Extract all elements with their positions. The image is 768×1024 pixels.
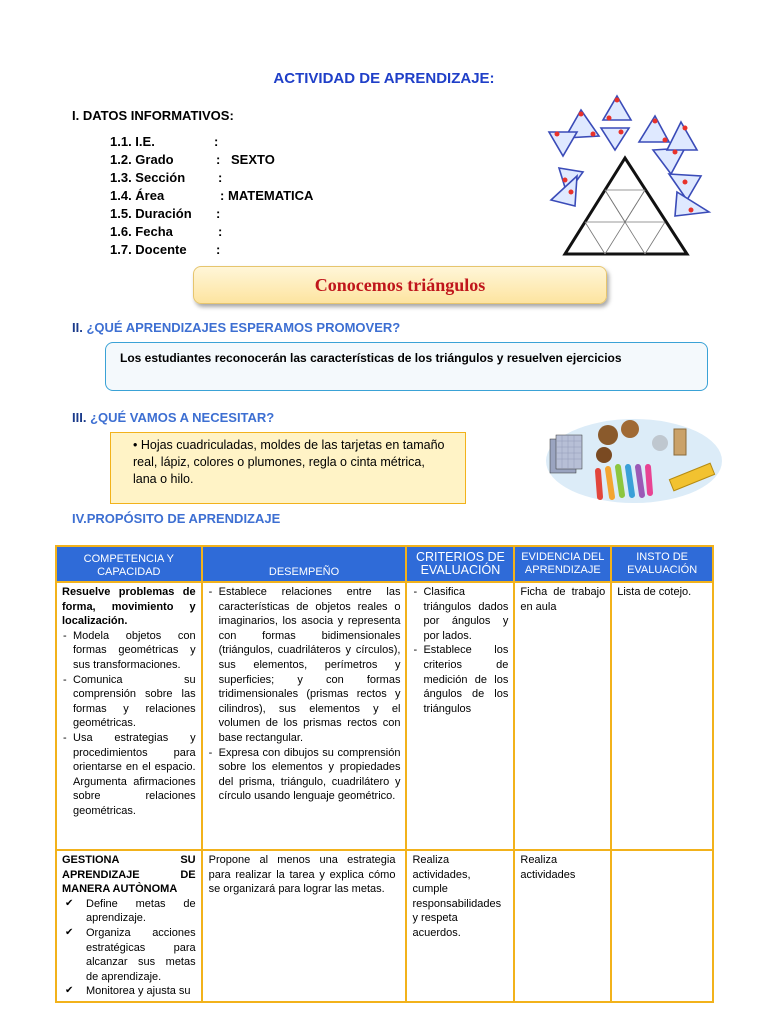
- info-separator: :: [216, 152, 221, 167]
- section-heading: ¿QUÉ VAMOS A NECESITAR?: [90, 410, 275, 425]
- page-title: ACTIVIDAD DE APRENDIZAJE:: [273, 70, 495, 87]
- info-label: 1.1. I.E.: [110, 134, 155, 149]
- cell-desempeno: [202, 582, 407, 850]
- purpose-table: [55, 545, 714, 1003]
- cell-criterios: Realiza actividades, cumple responsabilidades y respeta acuerdos.: [406, 850, 514, 1002]
- info-separator: :: [216, 242, 221, 257]
- cell-instrumento: Lista de cotejo.: [611, 582, 713, 850]
- list-item: - Expresa con dibujos su comprensión sobre los elementos y propiedades del prisma, triángulo, cuadrilátero y círculo usando lenguaje geométrico.: [208, 746, 401, 804]
- list-item: - Establece relaciones entre las características de objetos reales o imaginarios, los asocia y representa con formas bidimensionales (triángulos, cuadriláteros y círculos), sus elementos, perímetros y superficies; y con formas tridimensionales (prismas rectos y cilindros), sus elementos y el volumen de los prismas rectos con base rectangular.: [208, 585, 401, 746]
- cell-desempeno: Propone al menos una estrategia para realizar la tarea y explica cómo se organizará para lograr las metas.: [202, 850, 407, 1002]
- info-label: 1.5. Duración: [110, 206, 192, 221]
- header-desempeno: DESEMPEÑO: [202, 546, 407, 582]
- competencia-title: GESTIONA SU APRENDIZAJE DE MANERA AUTÒNOMA: [62, 854, 196, 896]
- section-heading: ¿QUÉ APRENDIZAJES ESPERAMOS PROMOVER?: [86, 320, 401, 335]
- header-instrumento: INSTO DE EVALUACIÓN: [611, 546, 713, 582]
- list-item: - Establece los criterios de medición de los ángulos de los triángulos: [412, 643, 508, 716]
- competencia-title: Resuelve problemas de forma, movimiento y localización.: [62, 586, 196, 628]
- section-proposito: IV.PROPÓSITO DE APRENDIZAJE: [72, 511, 281, 526]
- info-label: 1.3. Sección: [110, 170, 186, 185]
- info-separator: :: [220, 188, 225, 203]
- list-item: - Clasifica triángulos dados por ángulos y por lados.: [412, 585, 508, 643]
- section-number: III.: [72, 410, 87, 425]
- header-criterios: CRITERIOS DE EVALUACIÓN: [406, 546, 514, 582]
- list-item: ✔ Organiza acciones estratégicas para alcanzar sus metas de aprendizaje.: [62, 926, 196, 984]
- criterios-list: [412, 585, 508, 716]
- info-value: SEXTO: [231, 152, 275, 167]
- topic-banner: Conocemos triángulos: [193, 266, 607, 304]
- competencia-list: [62, 897, 196, 999]
- info-separator: :: [216, 206, 221, 221]
- info-label: 1.6. Fecha: [110, 224, 173, 239]
- cell-evidencia: Realiza actividades: [514, 850, 611, 1002]
- info-label: 1.7. Docente: [110, 242, 187, 257]
- cell-evidencia: Ficha de trabajo en aula: [514, 582, 611, 850]
- cell-competencia: [56, 582, 202, 850]
- table-row: [56, 850, 713, 1002]
- info-separator: :: [218, 170, 223, 185]
- cell-competencia: [56, 850, 202, 1002]
- section-necesitar: [72, 410, 274, 425]
- list-item: ✔ Define metas de aprendizaje.: [62, 897, 196, 926]
- section-aprendizajes: [72, 320, 400, 335]
- section-datos-informativos: I. DATOS INFORMATIVOS:: [72, 108, 234, 123]
- list-item: - Comunica su comprensión sobre las formas y relaciones geométricas.: [62, 673, 196, 731]
- competencia-list: [62, 629, 196, 819]
- section-number: II.: [72, 320, 83, 335]
- list-item: ✔ Monitorea y ajusta su: [62, 984, 196, 999]
- cell-instrumento: [611, 850, 713, 1002]
- table-header-row: [56, 546, 713, 582]
- header-competencia: COMPETENCIA Y CAPACIDAD: [56, 546, 202, 582]
- materials-box: • Hojas cuadriculadas, moldes de las tarjetas en tamaño real, lápiz, colores o plumones, regla o cinta métrica, lana o hilo.: [110, 432, 466, 504]
- info-separator: :: [218, 224, 223, 239]
- info-value: MATEMATICA: [228, 188, 314, 203]
- triangle-puzzle-illustration: [535, 88, 715, 260]
- info-label: 1.4. Área: [110, 188, 165, 203]
- header-evidencia: EVIDENCIA DEL APRENDIZAJE: [514, 546, 611, 582]
- list-item: - Usa estrategias y procedimientos para orientarse en el espacio. Argumenta afirmaciones sobre relaciones geométricas.: [62, 731, 196, 819]
- cell-criterios: [406, 582, 514, 850]
- info-separator: :: [214, 134, 219, 149]
- materials-illustration: [538, 405, 724, 507]
- desempeno-list: [208, 585, 401, 804]
- info-label: 1.2. Grado: [110, 152, 174, 167]
- learning-objective-box: Los estudiantes reconocerán las características de los triángulos y resuelven ejercicios: [105, 342, 708, 391]
- list-item: - Modela objetos con formas geométricas y sus transformaciones.: [62, 629, 196, 673]
- table-row: [56, 582, 713, 850]
